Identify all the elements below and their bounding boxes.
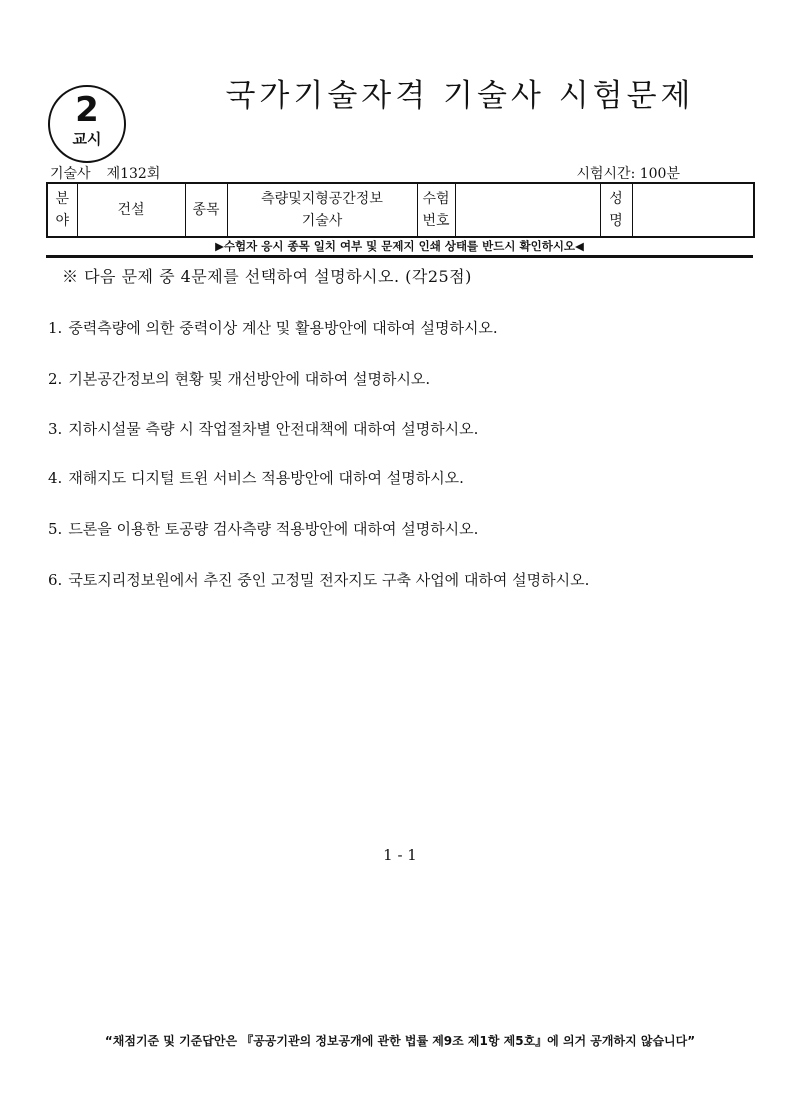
question-number: 6. <box>48 571 63 589</box>
item-value-line1: 측량및지형공간정보 <box>261 191 383 207</box>
footer-note: “채점기준 및 기준답안은 『공공기관의 정보공개에 관한 법률 제9조 제1항 제5호』에 의거 공개하지 않습니다” <box>104 1034 696 1048</box>
exam-number-field[interactable] <box>455 183 600 237</box>
exam-category-round <box>50 163 160 183</box>
question-number: 5. <box>48 520 63 538</box>
question-item <box>48 467 464 488</box>
exam-round: 제132회 <box>106 166 161 182</box>
notice-bar: ▶수험자 응시 종목 일치 여부 및 문제지 인쇄 상태를 반드시 확인하시오◀ <box>46 238 753 258</box>
field-label-cell: 분야 <box>47 183 77 237</box>
exam-info-table <box>46 182 755 238</box>
exam-category: 기술사 <box>50 166 91 182</box>
period-number: 2 <box>75 90 99 130</box>
question-number: 4. <box>48 469 63 487</box>
period-badge <box>48 85 126 163</box>
field-value: 건설 <box>77 183 185 237</box>
question-text: 기본공간정보의 현황 및 개선방안에 대하여 설명하시오. <box>68 370 431 388</box>
question-text: 중력측량에 의한 중력이상 계산 및 활용방안에 대하여 설명하시오. <box>68 319 498 337</box>
question-text: 드론을 이용한 토공량 검사측량 적용방안에 대하여 설명하시오. <box>68 520 479 538</box>
question-number: 2. <box>48 370 63 388</box>
question-item <box>48 518 478 539</box>
question-item <box>48 418 478 439</box>
question-item <box>48 368 430 389</box>
question-text: 국토지리정보원에서 추진 중인 고정밀 전자지도 구축 사업에 대하여 설명하시오. <box>68 571 590 589</box>
page-number: 1 - 1 <box>383 846 417 864</box>
question-text: 재해지도 디지털 트윈 서비스 적용방안에 대하여 설명하시오. <box>68 469 464 487</box>
question-number: 3. <box>48 420 63 438</box>
exam-number-label-cell: 수험 번호 <box>417 183 455 237</box>
instruction: ※ 다음 문제 중 4문제를 선택하여 설명하시오. (각25점) <box>62 267 472 286</box>
question-number: 1. <box>48 319 63 337</box>
question-item <box>48 317 498 338</box>
question-text: 지하시설물 측량 시 작업절차별 안전대책에 대하여 설명하시오. <box>68 420 479 438</box>
exam-time: 시험시간: 100분 <box>576 166 680 182</box>
item-label: 종목 <box>185 183 227 237</box>
item-value-cell <box>227 183 417 237</box>
page-title: 국가기술자격 기술사 시험문제 <box>225 78 695 114</box>
question-item <box>48 569 589 590</box>
period-label: 교시 <box>72 130 102 148</box>
item-value-line2: 기술사 <box>301 213 343 229</box>
name-field[interactable] <box>632 183 754 237</box>
name-label-cell: 성 명 <box>600 183 632 237</box>
